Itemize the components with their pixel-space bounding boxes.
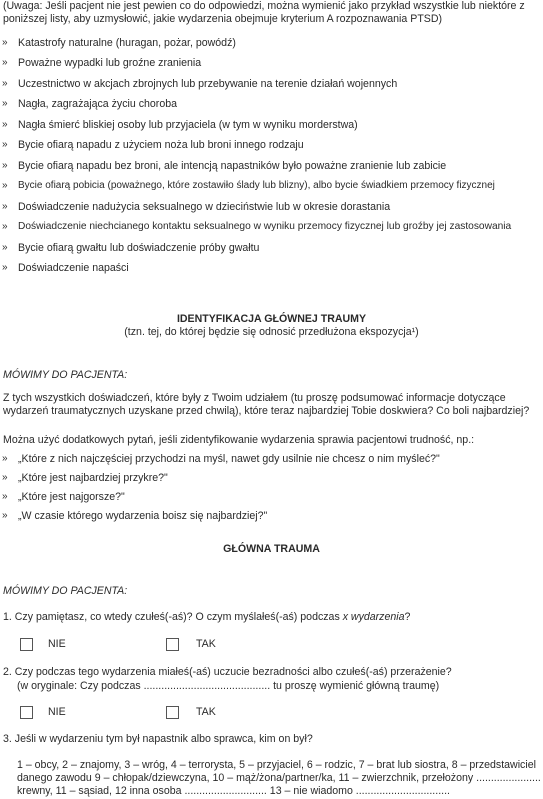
- bullet-icon: »: [2, 37, 8, 48]
- bullet-icon: »: [2, 119, 8, 130]
- bullet-icon: »: [2, 180, 8, 191]
- question-3: 3. Jeśli w wydarzeniu tym był napastnik albo sprawca, kim on był?: [3, 733, 313, 745]
- bullet-icon: »: [2, 242, 8, 253]
- main-question-paragraph: Z tych wszystkich doświadczeń, które były z Twoim udziałem (tu proszę podsumować informacje dotyczące wydarzeń traumatycznych uzyskane przed chwilą), które teraz najbardziej Tobie doskwiera? Co boli najbardziej?: [3, 392, 530, 417]
- q2-no-label: NIE: [48, 706, 66, 718]
- question-2-note: (w oryginale: Czy podczas ........................................... tu proszę wymienić główną traumę): [17, 680, 440, 692]
- q2-yes-checkbox[interactable]: [166, 706, 179, 719]
- section-subtitle: (tzn. tej, do której będzie się odnosić przedłużona ekspozycja¹): [124, 326, 419, 338]
- bullet-icon: »: [2, 453, 8, 464]
- bullet-icon: »: [2, 472, 8, 483]
- q1-yes-label: TAK: [196, 638, 216, 650]
- section-title-identification: IDENTYFIKACJA GŁÓWNEJ TRAUMY: [176, 313, 367, 325]
- bullet-icon: »: [2, 98, 8, 109]
- bullet-icon: »: [2, 201, 8, 212]
- intro-note: (Uwaga: Jeśli pacjent nie jest pewien co do odpowiedzi, można wymienić jako przykład wszystkie lub niektóre z poniższej listy, aby uzmysłowić, jakie wydarzenia obejmuje kryterium A rozpoznawania PTSD): [3, 0, 525, 25]
- bullet-icon: »: [2, 78, 8, 89]
- bullet-icon: »: [2, 57, 8, 68]
- bullet-icon: »: [2, 221, 8, 232]
- bullet-icon: »: [2, 139, 8, 150]
- bullet-icon: »: [2, 262, 8, 273]
- say-to-patient-label: MÓWIMY DO PACJENTA:: [3, 369, 128, 381]
- question-2: 2. Czy podczas tego wydarzenia miałeś(-aś) uczucie bezradności albo czułeś(-aś) przerażenie?: [3, 666, 452, 678]
- section-title-main-trauma: GŁÓWNA TRAUMA: [223, 543, 320, 555]
- bullet-icon: »: [2, 160, 8, 171]
- q1-no-checkbox[interactable]: [20, 638, 33, 651]
- additional-questions-intro: Można użyć dodatkowych pytań, jeśli zidentyfikowanie wydarzenia sprawia pacjentowi trudność, np.:: [3, 434, 475, 446]
- q1-yes-checkbox[interactable]: [166, 638, 179, 651]
- perpetrator-codes: 1 – obcy, 2 – znajomy, 3 – wróg, 4 – terrorysta, 5 – przyjaciel, 6 – rodzic, 7 – brat lub siostra, 8 – przedstawiciel danego zawodu 9 – chłopak/dziewczyna, 10 – mąż/żona/partner/ka, 11 – zwierzchnik, przełożony ...................... krewny, 11 – sąsiad, 12 inna osoba ............................ 13 – nie wiadomo ................................: [17, 759, 541, 797]
- question-1: 1. Czy pamiętasz, co wtedy czułeś(-aś)? O czym myślałeś(-aś) podczas x wydarzenia?: [3, 611, 411, 623]
- bullet-icon: »: [2, 510, 8, 521]
- q2-yes-label: TAK: [196, 706, 216, 718]
- q1-no-label: NIE: [48, 638, 66, 650]
- q2-no-checkbox[interactable]: [20, 706, 33, 719]
- bullet-icon: »: [2, 491, 8, 502]
- say-to-patient-label-2: MÓWIMY DO PACJENTA:: [3, 585, 128, 597]
